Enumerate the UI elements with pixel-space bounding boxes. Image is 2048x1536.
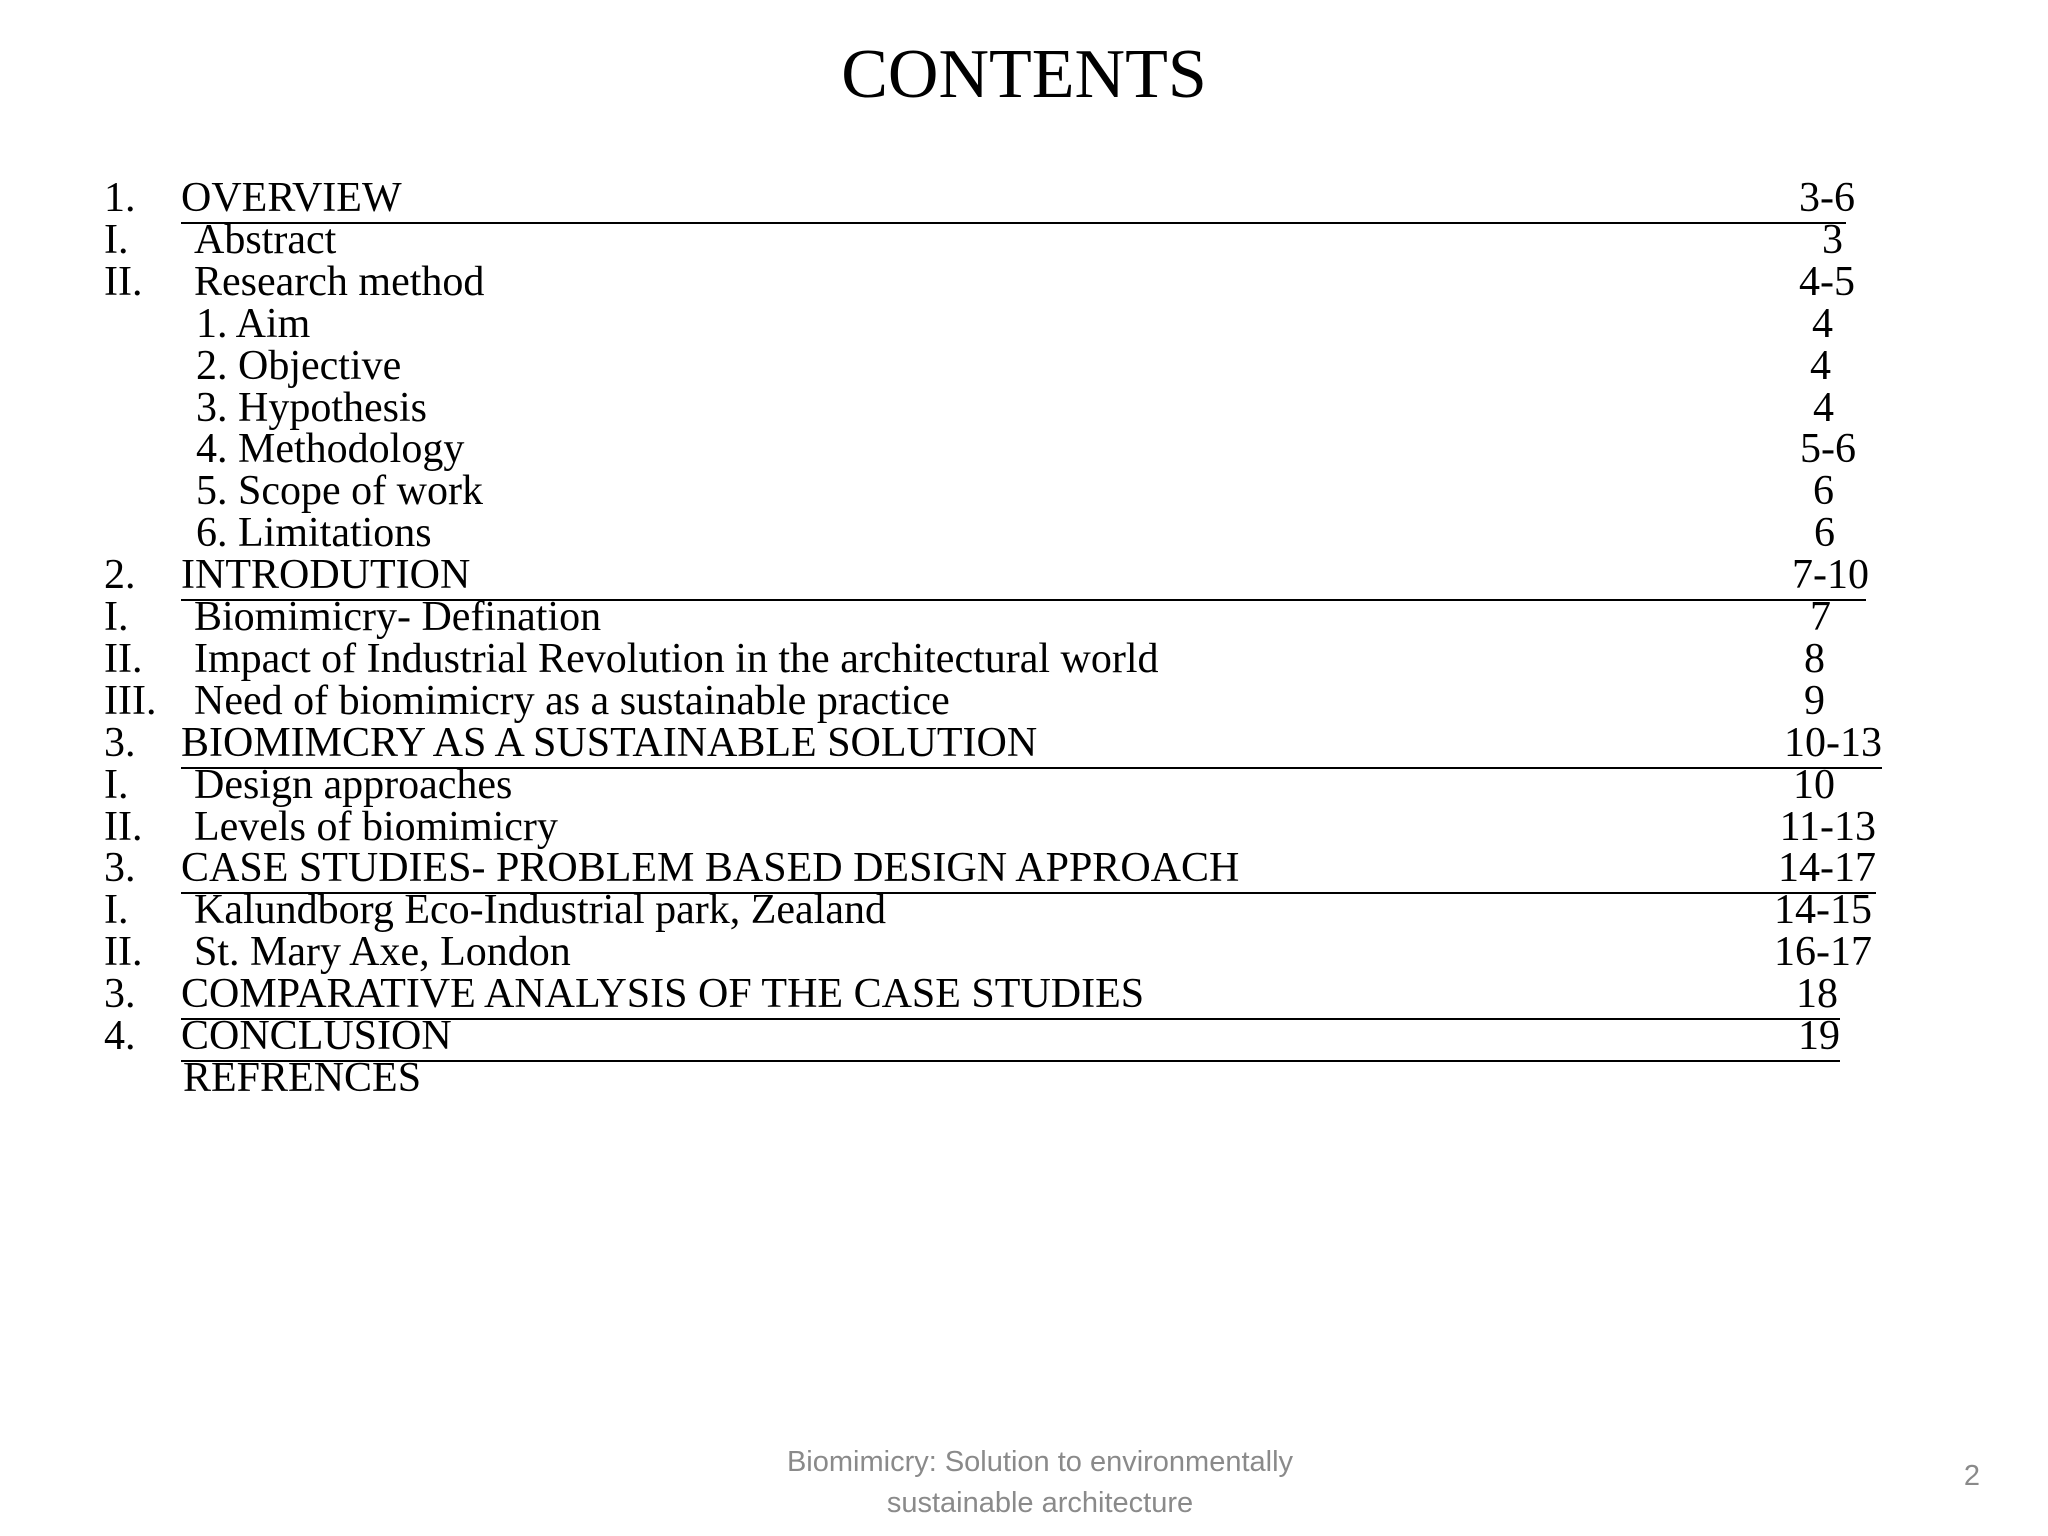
toc-entry-label: 1. Aim [196,301,311,347]
toc-entry-pages: 4 [1810,343,1831,389]
toc-entry-label: 3. Hypothesis [196,385,427,431]
toc-entry-label: Biomimicry- Defination [194,594,602,640]
toc-entry-pages: 4 [1813,385,1834,431]
toc-entry-number: I. [104,217,129,263]
toc-entry-pages: 6 [1813,468,1834,514]
footer-caption-line-2: sustainable architecture [886,1487,1194,1519]
slide-number: 2 [1963,1460,1980,1492]
toc-entry-number: II. [104,259,143,305]
toc-entry-pages: 16-17 [1774,929,1872,975]
toc-entry-number: III. [104,678,157,724]
slide-title: CONTENTS [841,36,1207,113]
toc-entry-number: 1. [104,175,136,221]
toc-entry-label: Design approaches [194,762,513,808]
toc-entry-pages: 7-10 [1792,552,1869,598]
toc-entry-pages: 3 [1822,217,1843,263]
toc-entry-pages: 10 [1793,762,1835,808]
toc-entry-pages: 4-5 [1799,259,1855,305]
toc-entry-pages: 8 [1804,636,1825,682]
toc-entry-number: II. [104,636,143,682]
toc-heading-label: BIOMIMCRY AS A SUSTAINABLE SOLUTION [181,720,1038,766]
toc-entry-label: Abstract [194,217,337,263]
toc-entry-label: 6. Limitations [196,510,432,556]
toc-entry-pages: 14-17 [1778,845,1876,891]
toc-entry-pages: 19 [1798,1013,1840,1059]
toc-heading-label: CASE STUDIES- PROBLEM BASED DESIGN APPROACH [181,845,1240,891]
toc-entry-label: Research method [194,259,485,305]
toc-entry-label: 5. Scope of work [196,468,483,514]
toc-entry-pages: 18 [1796,971,1838,1017]
footer-caption [700,1442,1380,1524]
toc-entry-pages: 14-15 [1774,887,1872,933]
footer-caption-line-1: Biomimicry: Solution to environmentally [786,1446,1294,1478]
toc-entry-pages: 9 [1804,678,1825,724]
toc-entry-number: I. [104,887,129,933]
toc-entry-label: 4. Methodology [196,426,465,472]
toc-entry-number: 4. [104,1013,136,1059]
toc-entry-number: II. [104,929,143,975]
toc-entry-label: Levels of biomimicry [194,804,558,850]
toc-heading-label: INTRODUTION [181,552,471,598]
toc-heading-label: OVERVIEW [181,175,402,221]
toc-entry-pages: 4 [1812,301,1833,347]
toc-entry-label: St. Mary Axe, London [194,929,571,975]
references-label: REFRENCES [183,1055,422,1101]
toc-entry-label: Need of biomimicry as a sustainable practice [194,678,950,724]
toc-entry-label: Kalundborg Eco-Industrial park, Zealand [194,887,886,933]
toc-entry-number: 2. [104,552,136,598]
toc-entry-label: 2. Objective [196,343,402,389]
toc-entry-number: II. [104,804,143,850]
toc-entry-label: Impact of Industrial Revolution in the architectural world [194,636,1159,682]
toc-entry-pages: 10-13 [1784,720,1882,766]
toc-heading-label: COMPARATIVE ANALYSIS OF THE CASE STUDIES [181,971,1145,1017]
toc-entry-number: 3. [104,971,136,1017]
toc-entry-pages: 11-13 [1779,804,1876,850]
toc-entry-pages: 3-6 [1799,175,1855,221]
table-of-contents [0,170,2048,1390]
toc-entry-number: 3. [104,720,136,766]
toc-entry-number: 3. [104,845,136,891]
toc-entry-pages: 5-6 [1800,426,1856,472]
toc-entry [0,1050,2048,1106]
toc-entry-pages: 7 [1810,594,1831,640]
toc-heading-label: CONCLUSION [181,1013,452,1059]
toc-entry-number: I. [104,762,129,808]
toc-entry-number: I. [104,594,129,640]
toc-entry-pages: 6 [1814,510,1835,556]
